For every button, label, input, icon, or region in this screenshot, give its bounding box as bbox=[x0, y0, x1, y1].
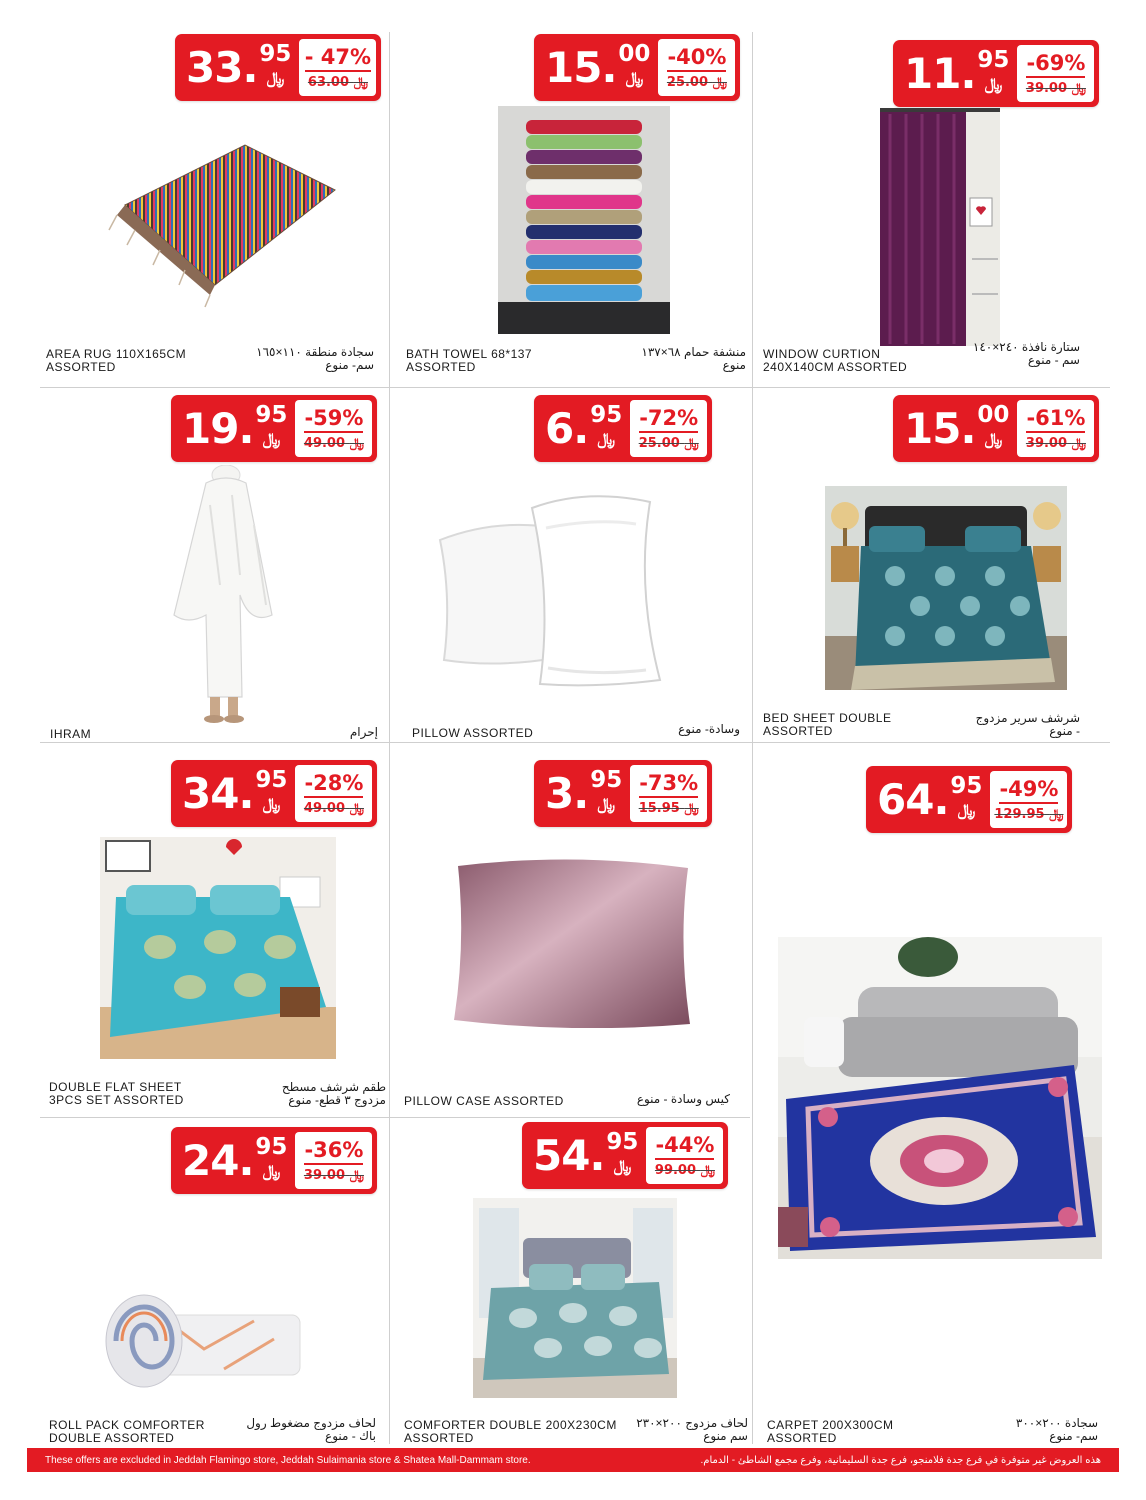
product-name-en: BATH TOWEL 68*137 ASSORTED bbox=[406, 347, 533, 374]
price-tag bbox=[522, 1122, 728, 1189]
product-name-ar: سجادة ٢٠٠×٣٠٠ سم- منوع bbox=[1015, 1416, 1098, 1443]
old-price: ﷼ 39.00 bbox=[1025, 436, 1086, 451]
product-name-en: ROLL PACK COMFORTER DOUBLE ASSORTED bbox=[49, 1418, 205, 1445]
price-tag bbox=[171, 1127, 377, 1194]
old-price: ﷼ 49.00 bbox=[303, 801, 364, 816]
product-name-ar: لحاف مزدوج ٢٠٠×٢٣٠ سم منوع bbox=[636, 1416, 748, 1443]
comforter-image bbox=[473, 1198, 677, 1398]
product-name-ar: كيس وسادة - منوع bbox=[636, 1092, 730, 1106]
product-name-ar: شرشف سرير مزدوج - منوع bbox=[975, 711, 1080, 738]
price-integer: 11 bbox=[904, 49, 961, 98]
discount-percent: -61% bbox=[1026, 406, 1085, 433]
sale-price: 34 . 95 ﷼ bbox=[176, 765, 295, 822]
old-price: ﷼ 63.00 bbox=[307, 75, 368, 90]
discount-box bbox=[1017, 400, 1094, 457]
rug-image bbox=[105, 135, 345, 310]
discount-box bbox=[658, 39, 735, 96]
product-name-ar: لحاف مزدوج مضغوط رول باك - منوع bbox=[246, 1416, 376, 1443]
price-integer: 15 bbox=[545, 43, 602, 92]
riyal-icon: ﷼ bbox=[262, 429, 281, 448]
discount-percent: -69% bbox=[1026, 51, 1085, 78]
price-tag bbox=[534, 760, 712, 827]
discount-box bbox=[295, 1132, 372, 1189]
sale-price: 6 . 95 ﷼ bbox=[539, 400, 630, 457]
old-price: ﷼ 25.00 bbox=[666, 75, 727, 90]
price-cents: 95 bbox=[977, 47, 1010, 73]
discount-box bbox=[646, 1127, 723, 1184]
old-price: ﷼ 39.00 bbox=[1025, 81, 1086, 96]
price-tag bbox=[893, 395, 1099, 462]
product-name-en: DOUBLE FLAT SHEET 3PCS SET ASSORTED bbox=[49, 1080, 184, 1107]
price-cents: 95 bbox=[950, 773, 983, 799]
price-cents: 95 bbox=[255, 1134, 288, 1160]
price-tag bbox=[534, 395, 712, 462]
discount-box bbox=[990, 771, 1067, 828]
product-name-en: AREA RUG 110X165CM ASSORTED bbox=[46, 347, 187, 374]
column-divider bbox=[389, 32, 390, 1444]
price-cents: 95 bbox=[606, 1129, 639, 1155]
riyal-icon: ﷼ bbox=[262, 794, 281, 813]
discount-percent: - 47% bbox=[305, 45, 371, 72]
product-name-en: IHRAM bbox=[50, 727, 92, 741]
sale-price: 33 . 95 ﷼ bbox=[180, 39, 299, 96]
discount-percent: -73% bbox=[639, 771, 698, 798]
discount-percent: -72% bbox=[639, 406, 698, 433]
price-tag bbox=[893, 40, 1099, 107]
product-name-ar: منشفة حمام ٦٨×١٣٧ منوع bbox=[641, 345, 746, 372]
product-name-en: PILLOW ASSORTED bbox=[412, 726, 534, 740]
product-name-en: COMFORTER DOUBLE 200X230CM ASSORTED bbox=[404, 1418, 617, 1445]
sale-price: 15 . 00 ﷼ bbox=[539, 39, 658, 96]
sale-price: 15 . 00 ﷼ bbox=[898, 400, 1017, 457]
discount-box bbox=[299, 39, 376, 96]
price-cents: 00 bbox=[977, 402, 1010, 428]
price-cents: 00 bbox=[618, 41, 651, 67]
product-name-en: WINDOW CURTION 240X140CM ASSORTED bbox=[763, 347, 908, 374]
sale-price: 24 . 95 ﷼ bbox=[176, 1132, 295, 1189]
price-integer: 6 bbox=[545, 404, 574, 453]
roll-comforter-image bbox=[104, 1289, 304, 1389]
price-integer: 19 bbox=[182, 404, 239, 453]
discount-percent: -28% bbox=[304, 771, 363, 798]
sale-price: 11 . 95 ﷼ bbox=[898, 45, 1017, 102]
product-name-ar: وسادة- منوع bbox=[678, 722, 740, 736]
sale-price: 19 . 95 ﷼ bbox=[176, 400, 295, 457]
product-name-ar: طقم شرشف مسطح مزدوج ٣ قطع- منوع bbox=[281, 1080, 386, 1107]
riyal-icon: ﷼ bbox=[613, 1156, 632, 1175]
discount-box bbox=[295, 400, 372, 457]
riyal-icon: ﷼ bbox=[266, 68, 285, 87]
price-tag bbox=[866, 766, 1072, 833]
disclaimer-ar: هذه العروض غير متوفرة في فرع جدة فلامنجو، فرع جدة السليمانية، وفرع مجمع الشاطئ - الدمام. bbox=[700, 1454, 1101, 1466]
riyal-icon: ﷼ bbox=[262, 1161, 281, 1180]
bedsheet-image bbox=[825, 486, 1067, 690]
price-cents: 95 bbox=[590, 402, 623, 428]
pillow-image bbox=[436, 488, 666, 688]
disclaimer-en: These offers are excluded in Jeddah Flamingo store, Jeddah Sulaimania store & Shatea Mall-Dammam store. bbox=[45, 1454, 531, 1466]
riyal-icon: ﷼ bbox=[957, 800, 976, 819]
price-integer: 64 bbox=[877, 775, 934, 824]
riyal-icon: ﷼ bbox=[984, 429, 1003, 448]
price-integer: 34 bbox=[182, 769, 239, 818]
price-tag bbox=[171, 395, 377, 462]
old-price: ﷼ 15.95 bbox=[638, 801, 699, 816]
price-cents: 95 bbox=[590, 767, 623, 793]
sale-price: 64 . 95 ﷼ bbox=[871, 771, 990, 828]
discount-box bbox=[630, 765, 707, 822]
old-price: ﷼ 39.00 bbox=[303, 1168, 364, 1183]
price-integer: 54 bbox=[533, 1131, 590, 1180]
old-price: ﷼ 25.00 bbox=[638, 436, 699, 451]
sale-price: 3 . 95 ﷼ bbox=[539, 765, 630, 822]
discount-percent: -44% bbox=[655, 1133, 714, 1160]
price-integer: 3 bbox=[545, 769, 574, 818]
product-name-en: BED SHEET DOUBLE ASSORTED bbox=[763, 711, 892, 738]
price-tag bbox=[171, 760, 377, 827]
riyal-icon: ﷼ bbox=[597, 429, 616, 448]
disclaimer-bar bbox=[27, 1448, 1119, 1472]
product-name-ar: ستارة نافذة ٢٤٠×١٤٠ سم - منوع bbox=[972, 340, 1080, 367]
ihram-image bbox=[170, 465, 280, 727]
discount-box bbox=[630, 400, 707, 457]
pillowcase-image bbox=[452, 858, 694, 1028]
old-price: ﷼ 129.95 bbox=[994, 807, 1064, 822]
old-price: ﷼ 49.00 bbox=[303, 436, 364, 451]
riyal-icon: ﷼ bbox=[984, 74, 1003, 93]
towel-image bbox=[498, 106, 670, 334]
row-divider bbox=[40, 1117, 750, 1118]
product-name-ar: سجادة منطقة ١١٠×١٦٥ سم- منوع bbox=[256, 345, 374, 372]
price-integer: 33 bbox=[186, 43, 243, 92]
riyal-icon: ﷼ bbox=[625, 68, 644, 87]
discount-percent: -59% bbox=[304, 406, 363, 433]
product-name-ar: إحرام bbox=[349, 725, 378, 739]
old-price: ﷼ 99.00 bbox=[654, 1163, 715, 1178]
discount-percent: -49% bbox=[999, 777, 1058, 804]
discount-box bbox=[1017, 45, 1094, 102]
price-tag bbox=[175, 34, 381, 101]
riyal-icon: ﷼ bbox=[597, 794, 616, 813]
price-integer: 24 bbox=[182, 1136, 239, 1185]
price-cents: 95 bbox=[259, 41, 292, 67]
carpet-image bbox=[778, 937, 1102, 1259]
discount-percent: -36% bbox=[304, 1138, 363, 1165]
flat-sheet-image bbox=[100, 837, 336, 1059]
column-divider bbox=[752, 32, 753, 1444]
price-tag bbox=[534, 34, 740, 101]
price-cents: 95 bbox=[255, 767, 288, 793]
row-divider bbox=[40, 742, 1110, 743]
price-integer: 15 bbox=[904, 404, 961, 453]
discount-box bbox=[295, 765, 372, 822]
row-divider bbox=[40, 387, 1110, 388]
product-name-en: CARPET 200X300CM ASSORTED bbox=[767, 1418, 894, 1445]
curtain-image bbox=[880, 108, 1000, 346]
discount-percent: -40% bbox=[667, 45, 726, 72]
sale-price: 54 . 95 ﷼ bbox=[527, 1127, 646, 1184]
product-name-en: PILLOW CASE ASSORTED bbox=[404, 1094, 564, 1108]
price-cents: 95 bbox=[255, 402, 288, 428]
